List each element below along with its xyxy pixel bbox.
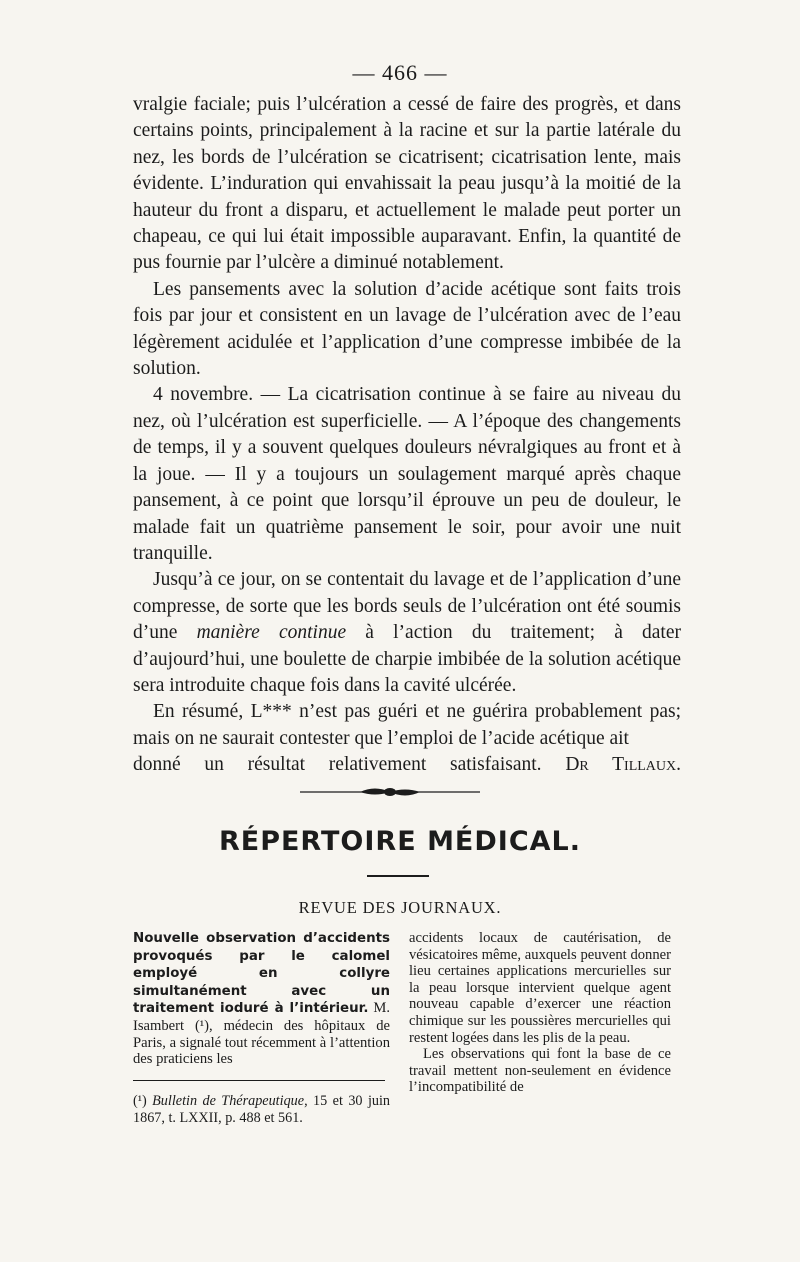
- article-title: Nouvelle observation d’accidents provoqués par le calomel employé en collyre simultanément avec un traitement ioduré à l’intérieur.: [133, 931, 390, 1017]
- paragraph-1: vralgie faciale; puis l’ulcération a cessé de faire des progrès, et dans certains points, principalement à la racine et sur la partie latérale du nez, les bords de l’ulcération se cicatrisent; cicatrisation lente, mais évidente. L’induration qui envahissait la peau jusqu’à la moitié de la hauteur du front a disparu, et actuellement le malade peut porter un chapeau, ce qui lui était impossible auparavant. Enfin, la quantité de pus fournie par l’ulcère a diminué notablement.: [133, 94, 681, 274]
- section-title: RÉPERTOIRE MÉDICAL.: [218, 826, 582, 857]
- author-signature: Dr Tillaux.: [565, 754, 682, 776]
- paragraph-5-line-3: donné un résultat relativement satisfaisant.: [133, 754, 542, 776]
- paragraph-3: 4 novembre. — La cicatrisation continue à se faire au niveau du nez, où l’ulcération est superficielle. — A l’époque des changements de temps, il y a souvent quelques douleurs névralgiques au front et à la joue. — Il y a toujours un soulagement marqué après chaque pansement, à ce point que lorsqu’il éprouve un peu de douleur, le malade fait un quatrième pansement le soir, pour avoir une nuit tranquille.: [133, 384, 681, 564]
- right-column: [409, 930, 671, 1096]
- article-paragraph: [133, 930, 390, 1068]
- paragraph-4: [133, 567, 681, 699]
- paragraph-5-line-1: En résumé, L*** n’est pas guéri et ne guérira probablement pas;: [153, 701, 681, 723]
- left-column: [133, 930, 390, 1068]
- main-text: [133, 92, 681, 779]
- paragraph-4-emphasis: manière continue: [196, 622, 347, 644]
- article-right-paragraph-1: accidents locaux de cautérisation, de vésicatoires même, auxquels peuvent donner lieu certaines applications mercurielles sur la peau lorsque intervient quelque agent nouveau capable d’exercer une réaction chimique sur les poussières mercurielles qui restent logées dans les plis de la peau.: [409, 930, 671, 1046]
- article-left-text: M. Isambert (¹), médecin des hôpitaux de Paris, a signalé tout récemment à l’attention des praticiens les: [133, 1000, 390, 1068]
- ornament-divider: [300, 784, 480, 800]
- article-right-paragraph-2: Les observations qui font la base de ce travail mettent non-seulement en évidence l’incompatibilité de: [409, 1046, 671, 1096]
- footnote-journal: Bulletin de Thérapeutique: [152, 1093, 305, 1109]
- signature-line: [133, 752, 681, 778]
- footnote-marker: (¹): [133, 1093, 153, 1109]
- page-number: — 466 —: [352, 60, 448, 85]
- paragraph-4-part-1: Jusqu’à ce jour, on se contentait du lavage et de l’application d’une compresse, de sorte que les bords seuls de l’ulcération ont été soumis d’une: [133, 569, 681, 644]
- paragraph-5-line-2: mais on ne saurait contester que l’emploi de l’acide acétique ait: [133, 727, 629, 749]
- paragraph-2: Les pansements avec la solution d’acide acétique sont faits trois fois par jour et consistent en un lavage de l’ulcération avec de l’eau légèrement acidulée et l’application d’une compresse imbibée de la solution.: [133, 278, 681, 380]
- paragraph-5: [133, 699, 681, 752]
- title-rule: [367, 875, 429, 877]
- subsection-title: REVUE DES JOURNAUX.: [298, 898, 502, 917]
- paragraph-4-part-2: à l’action du traitement; à dater d’aujourd’hui, une boulette de charpie imbibée de la solution acétique sera introduite chaque fois dans la cavité ulcérée.: [133, 622, 682, 696]
- footnote-rule: [133, 1080, 385, 1081]
- footnote-reference: , 15 et 30 juin 1867, t. LXXII, p. 488 et 561.: [133, 1093, 391, 1126]
- footnote: [133, 1093, 390, 1127]
